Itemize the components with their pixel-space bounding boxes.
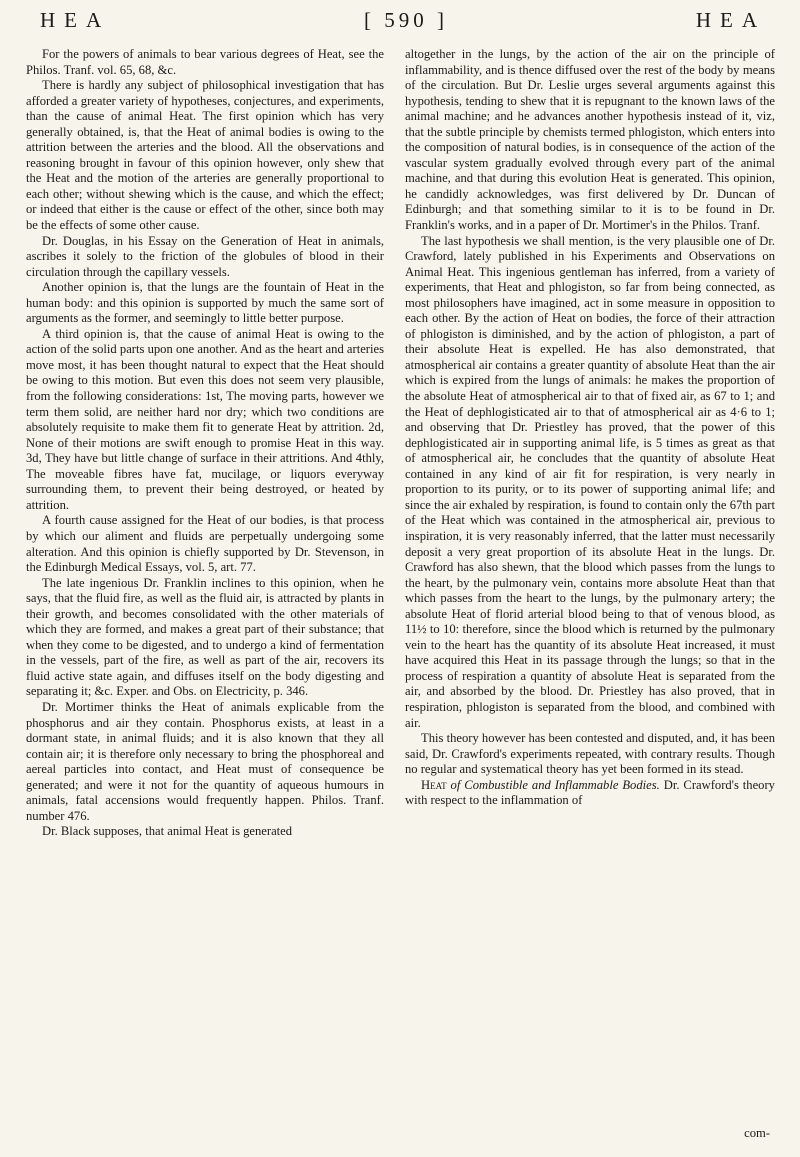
section-heading-title: of Combustible and Inflammable Bodies. [450, 777, 660, 792]
paragraph: Another opinion is, that the lungs are the fountain of Heat in the human body: and this opinion is supported by much the same sort of arguments as the former, and seemingly to little better purpose. [26, 280, 384, 326]
running-header [26, 8, 778, 42]
header-right-word: HEA [695, 8, 766, 32]
paragraph: A fourth cause assigned for the Heat of our bodies, is that process by which our aliment and fluids are perpetually undergoing some alteration. And this opinion is chiefly supported by Dr. Stevenson, in the Edinburgh Medical Essays, vol. 5, art. 77. [26, 513, 384, 575]
header-left-word: HEA [40, 8, 111, 32]
paragraph: Dr. Mortimer thinks the Heat of animals explicable from the phosphorus and air they contain. Phosphorus exists, at least in a dormant state, in animal fluids; and it is also known that they all contain air; it is therefore only necessary to bring the phosphoreal and aereal particles into contact, and Heat must of consequence be generated; and were it not for the quantity of aqueous humours in animals, fatal accensions would frequently happen. Philos. Tranf. number 476. [26, 699, 384, 823]
paragraph: A third opinion is, that the cause of animal Heat is owing to the action of the solid parts upon one another. And as the heart and arteries move most, it has been thought natural to expect that the Heat should be owing to this motion. But even this does not seem very plausible, from the following considerations: 1st, The moving parts, however we term them solid, are neither hard nor dry; which two conditions are absolutely requisite to make them fit to generate Heat by attrition. 2d, None of their motions are swift enough to promise Heat in this way. 3d, They have but little change of surface in their attritions. And 4thly, The moveable fibres have fat, mucilage, or liquors everyway surrounding them, to prevent their being destroyed, or heated by attrition. [26, 326, 384, 512]
paragraph: altogether in the lungs, by the action of the air on the principle of inflammability, and is thence diffused over the rest of the body by means of the circulation. But Dr. Leslie urges several arguments against this hypothesis, tending to shew that it is repugnant to the known laws of the animal machine; and he advances another hypothesis instead of it, viz, that the subtle principle by chemists termed phlogiston, which enters into the composition of natural bodies, is in consequence of the action of the vascular system gradually evolved through every part of the animal machine, and that during this evolution Heat is generated. This opinion, he candidly acknowledges, was first delivered by Dr. Duncan of Edinburgh; and that something similar to it is to be found in Dr. Franklin's works, and in a paper of Dr. Mortimer's in the Philos. Tranf. [405, 47, 775, 233]
paragraph: Dr. Douglas, in his Essay on the Generation of Heat in animals, ascribes it solely to the friction of the globules of blood in their circulation through the capillary vessels. [26, 233, 384, 279]
section-heading-term: Heat [421, 777, 447, 792]
section-heading-paragraph [405, 778, 775, 809]
paragraph: The late ingenious Dr. Franklin inclines to this opinion, when he says, that the fluid fire, as well as the fluid air, is attracted by plants in their growth, and becomes consolidated with the other materials of which they are formed, and makes a great part of their substance; that when they come to be digested, and to undergo a kind of fermentation in the vessels, part of the fire, as well as part of the air, recovers its fluid active state again, and diffuses itself on the body digesting and separating it; &c. Exper. and Obs. on Electricity, p. 346. [26, 575, 384, 699]
left-column [26, 47, 384, 840]
right-column [405, 47, 775, 809]
paragraph: This theory however has been contested and disputed, and, it has been said, Dr. Crawford's experiments repeated, with contrary results. Though no regular and systematical theory has yet been formed in its stead. [405, 731, 775, 777]
paragraph: The last hypothesis we shall mention, is the very plausible one of Dr. Crawford, lately published in his Experiments and Observations on Animal Heat. This ingenious gentleman has inferred, from a variety of experiments, that Heat and phlogiston, so far from being connected, as most philosophers have imagined, act in some measure in opposition to each other. By the action of Heat on bodies, the force of their attraction of phlogiston is diminished, and by the action of phlogiston, a part of their absolute Heat is expelled. He has also demonstrated, that atmospherical air contains a greater quantity of absolute Heat than the air which is expired from the lungs of animals: he makes the proportion of the absolute Heat of atmospherical air to that of fixed air, as 67 to 1; and the Heat of dephlogisticated air to that of atmospherical air as 4·6 to 1; and observing that Dr. Priestley has proved, that the power of this dephlogisticated air in supporting animal life, is 5 times as great as that of atmospherical air, he concludes that the quantity of absolute Heat contained in any kind of air fit for respiration, is very nearly in proportion to its purity, or to its power of supporting animal life; and since the air exhaled by respiration, is found to contain only the 67th part of the Heat which was contained in the atmospherical air, previous to inspiration, it is very reasonably inferred, that the latter must necessarily deposit a very great proportion of its absolute Heat in the lungs. Dr. Crawford has also shewn, that the blood which passes from the lungs to the heart, by the pulmonary vein, contains more absolute Heat than that which passes from the heart to the lungs, by the pulmonary artery; the absolute Heat of florid arterial blood being to that of venous blood, as 11½ to 10: therefore, since the blood which is returned by the pulmonary vein to the heart has the quantity of its absolute Heat increased, it must have acquired this Heat in its passage through the lungs; so that in the process of respiration a quantity of absolute Heat is separated from the air, and absorbed by the blood. Dr. Priestley has also proved, that in respiration, phlogiston is separated from the blood, and combined with air. [405, 233, 775, 730]
page-number: [ 590 ] [364, 8, 448, 32]
catchword: com- [744, 1126, 770, 1140]
paragraph: Dr. Black supposes, that animal Heat is generated [42, 824, 293, 839]
paragraph: For the powers of animals to bear various degrees of Heat, see the Philos. Tranf. vol. 65, 68, &c. [26, 47, 384, 77]
section-heading-body: Dr. Crawford's theory with respect to the inflammation of [405, 777, 775, 808]
paragraph: There is hardly any subject of philosophical investigation that has afforded a greater variety of hypotheses, conjectures, and experiments, than the cause of animal Heat. The first opinion which has very generally obtained, is, that the Heat of animal bodies is owing to the attrition between the arteries and the blood. All the observations and reasoning brought in favour of this opinion however, only shew that the Heat and the motion of the arteries are generally proportional to each other; without shewing which is the cause, and which the effect; or indeed that either is the cause or effect of the other, since both may be the effects of some other cause. [26, 78, 384, 233]
